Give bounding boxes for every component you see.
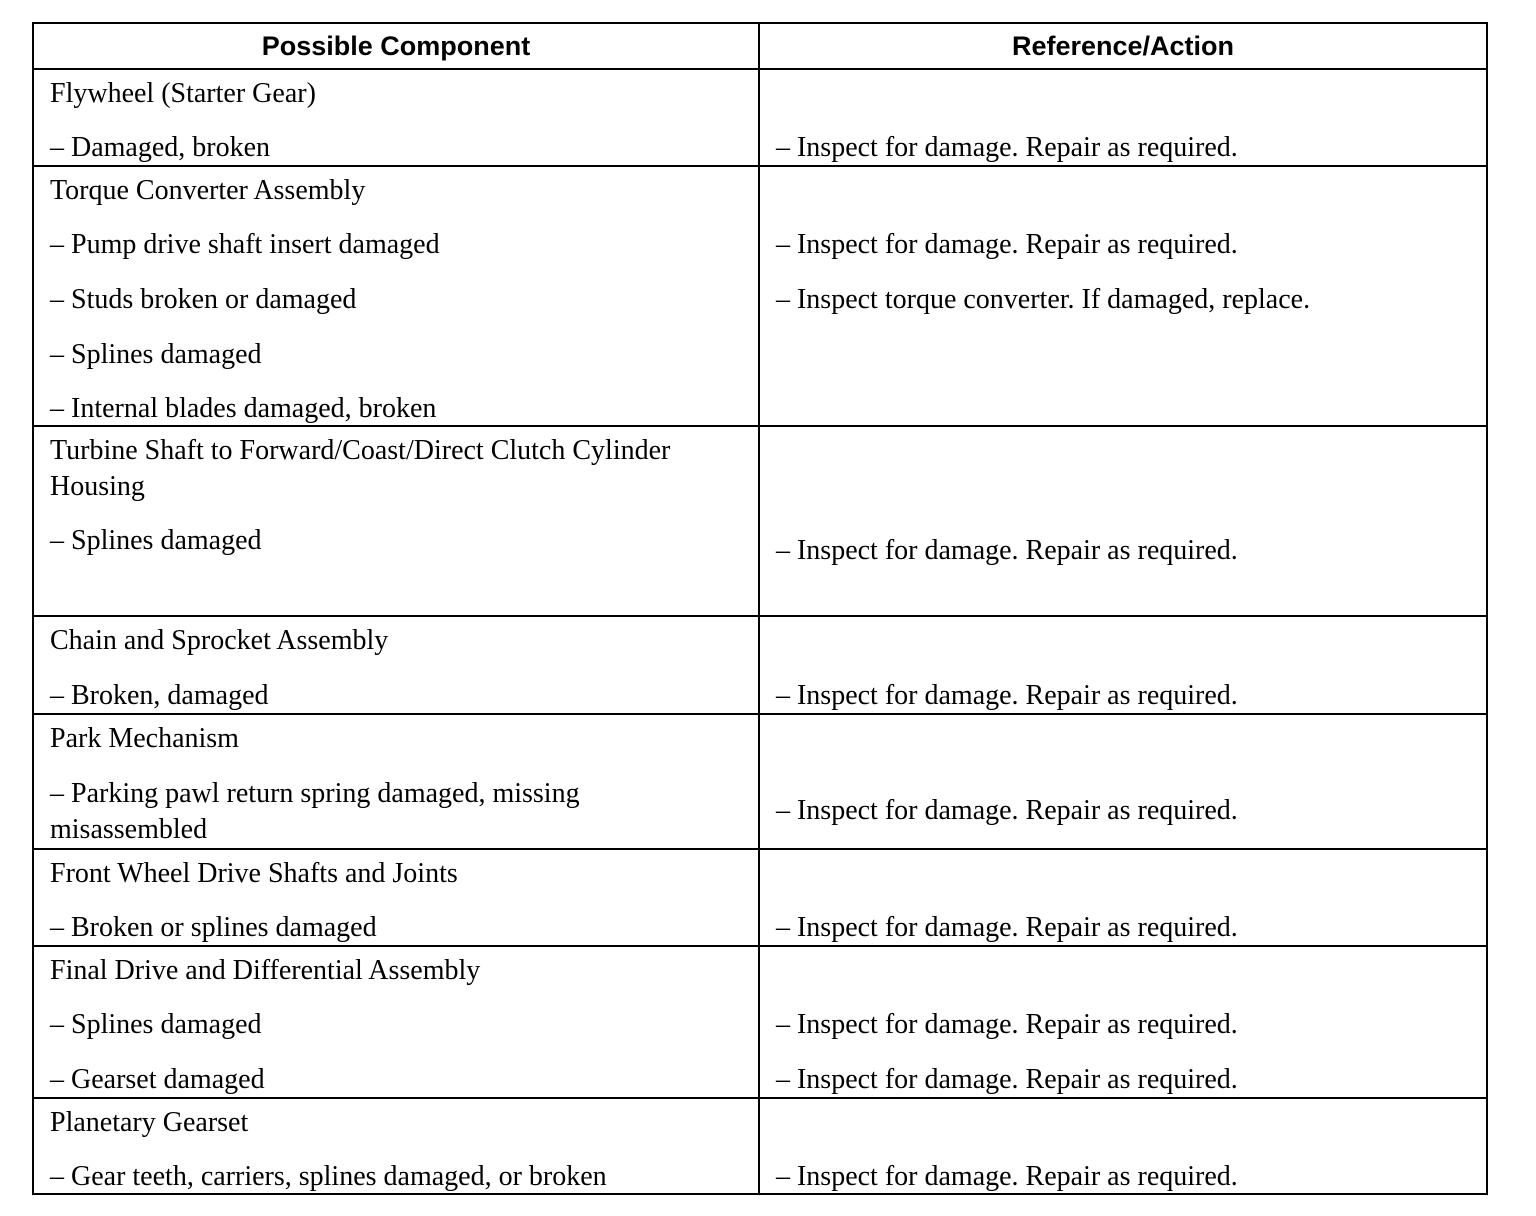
table-row <box>33 849 1487 946</box>
action-text: – Inspect for damage. Repair as required. <box>775 535 1238 566</box>
action-text: – Inspect for damage. Repair as required. <box>775 680 1238 711</box>
action-text: – Inspect for damage. Repair as required. <box>775 795 1238 826</box>
component-cell <box>33 616 759 714</box>
action-text: – Inspect torque converter. If damaged, replace. <box>775 284 1311 315</box>
component-title: Torque Converter Assembly <box>50 175 366 206</box>
action-text: – Inspect for damage. Repair as required. <box>775 912 1238 943</box>
component-title: Planetary Gearset <box>50 1107 249 1138</box>
symptom-text: – Gear teeth, carriers, splines damaged, or broken <box>50 1161 607 1192</box>
symptom-text: – Broken, damaged <box>50 680 269 711</box>
table-row <box>33 1098 1487 1194</box>
action-cell <box>759 426 1487 616</box>
symptom-text: – Broken or splines damaged <box>50 912 377 943</box>
component-cell <box>33 714 759 849</box>
action-cell <box>759 849 1487 946</box>
action-cell <box>759 714 1487 849</box>
component-cell <box>33 426 759 616</box>
symptom-text: – Damaged, broken <box>50 132 271 163</box>
diagnostic-table <box>32 22 1488 1195</box>
action-text: – Inspect for damage. Repair as required. <box>775 1009 1238 1040</box>
symptom-text: – Pump drive shaft insert damaged <box>50 229 440 260</box>
action-text: – Inspect for damage. Repair as required. <box>775 1161 1238 1192</box>
action-cell <box>759 946 1487 1098</box>
symptom-text: – Studs broken or damaged <box>50 284 357 315</box>
table-row <box>33 166 1487 426</box>
component-cell <box>33 166 759 426</box>
table-row <box>33 616 1487 714</box>
component-cell <box>33 849 759 946</box>
action-text: – Inspect for damage. Repair as required. <box>775 229 1238 260</box>
component-title: Front Wheel Drive Shafts and Joints <box>50 858 458 889</box>
header-row <box>33 23 1487 69</box>
symptom-text: – Gearset damaged <box>50 1064 265 1095</box>
table-row <box>33 714 1487 849</box>
action-cell <box>759 616 1487 714</box>
component-title: Turbine Shaft to Forward/Coast/Direct Clutch Cylinder Housing <box>50 435 671 502</box>
action-text: – Inspect for damage. Repair as required. <box>775 132 1238 163</box>
table-row <box>33 426 1487 616</box>
component-cell <box>33 69 759 166</box>
table-row <box>33 946 1487 1098</box>
component-title: Final Drive and Differential Assembly <box>50 955 481 986</box>
symptom-text: – Splines damaged <box>50 1009 262 1040</box>
symptom-text: – Splines damaged <box>50 339 262 370</box>
action-cell <box>759 1098 1487 1194</box>
table-row <box>33 69 1487 166</box>
action-cell <box>759 69 1487 166</box>
component-title: Chain and Sprocket Assembly <box>50 625 389 656</box>
symptom-text: – Parking pawl return spring damaged, missing misassembled <box>50 778 580 845</box>
component-title: Park Mechanism <box>50 723 239 754</box>
header-reference-action: Reference/Action <box>759 23 1487 69</box>
action-cell <box>759 166 1487 426</box>
component-title: Flywheel (Starter Gear) <box>50 78 316 109</box>
component-cell <box>33 946 759 1098</box>
action-text: – Inspect for damage. Repair as required. <box>775 1064 1238 1095</box>
symptom-text: – Internal blades damaged, broken <box>50 393 437 424</box>
header-possible-component: Possible Component <box>33 23 759 69</box>
symptom-text: – Splines damaged <box>50 525 262 556</box>
component-cell <box>33 1098 759 1194</box>
